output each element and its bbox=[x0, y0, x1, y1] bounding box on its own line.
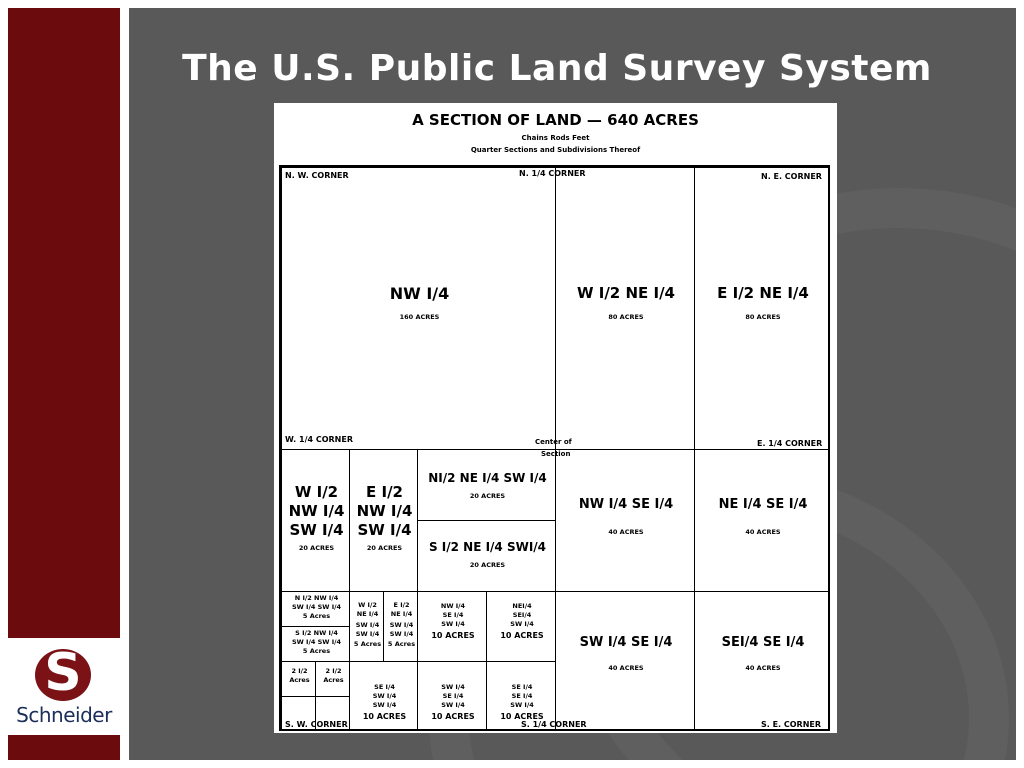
parcel-acres: 10 ACRES bbox=[500, 631, 544, 640]
sw-corner-label: S. W. CORNER bbox=[285, 720, 348, 729]
parcel-ne-se bbox=[694, 449, 830, 592]
center-of-section-label: Center of bbox=[535, 438, 572, 446]
logo-letter: S bbox=[44, 643, 82, 703]
section-diagram bbox=[274, 103, 837, 733]
parcel-se-sw-sw bbox=[349, 661, 418, 731]
diagram-subtitle: Quarter Sections and Subdivisions Thereof bbox=[470, 146, 641, 154]
slide-panel bbox=[129, 8, 1016, 760]
parcel-name: NW I/4 SE I/4 bbox=[578, 497, 674, 512]
parcel-line: SW I/4 bbox=[289, 521, 344, 539]
parcel-line: SW I/4 SW I/4 bbox=[291, 603, 342, 611]
parcel-w-half-ne-quarter bbox=[555, 167, 695, 450]
parcel-line: SW I/4 bbox=[389, 621, 414, 629]
parcel-acres: 10 ACRES bbox=[500, 712, 544, 721]
parcel-line: SW I/4 bbox=[355, 621, 380, 629]
parcel-sw-se-sw bbox=[417, 661, 487, 731]
parcel-line: SE I/4 bbox=[374, 683, 395, 691]
parcel-line: E I/2 bbox=[393, 601, 410, 609]
parcel-line: 5 Acres bbox=[387, 640, 416, 648]
parcel-acres: 160 ACRES bbox=[399, 313, 440, 321]
parcel-line: 5 Acres bbox=[302, 612, 331, 620]
se-corner-label: S. E. CORNER bbox=[761, 720, 822, 729]
parcel-acres: 40 ACRES bbox=[745, 664, 781, 672]
parcel-acres: 80 ACRES bbox=[745, 313, 781, 321]
parcel-w-half-nw-sw bbox=[281, 449, 350, 592]
parcel-line: 2 I/2 bbox=[325, 667, 342, 675]
parcel-line: SE I/4 bbox=[442, 692, 464, 700]
parcel-name: SW I/4 SE I/4 bbox=[579, 635, 673, 650]
parcel-acres: 10 ACRES bbox=[431, 631, 475, 640]
parcel-acres: 80 ACRES bbox=[608, 313, 644, 321]
nw-corner-label: N. W. CORNER bbox=[285, 171, 349, 180]
parcel-line: W I/2 bbox=[358, 601, 377, 609]
n-quarter-corner-label: N. 1/4 CORNER bbox=[519, 169, 586, 178]
parcel-line: SW I/4 bbox=[510, 701, 534, 709]
parcel-line: SW I/4 bbox=[357, 521, 412, 539]
parcel-e-half-ne-sw-sw bbox=[383, 591, 418, 662]
parcel-name: NW I/4 bbox=[389, 284, 450, 303]
parcel-line: SE I/4 bbox=[511, 692, 533, 700]
parcel-nw-se-sw bbox=[417, 591, 487, 662]
parcel-line: SW I/4 bbox=[441, 620, 465, 628]
parcel-ne-se-sw bbox=[486, 591, 556, 662]
slide-title: The U.S. Public Land Survey System bbox=[182, 48, 932, 89]
parcel-line: SE I/4 bbox=[511, 683, 533, 691]
parcel-line: SW I/4 SW I/4 bbox=[291, 638, 342, 646]
parcel-line: 5 Acres bbox=[353, 640, 382, 648]
parcel-line: 5 Acres bbox=[302, 647, 331, 655]
parcel-two-half-acres-2 bbox=[315, 661, 350, 697]
parcel-line: N I/2 NW I/4 bbox=[294, 594, 339, 602]
e-quarter-corner-label: E. 1/4 CORNER bbox=[757, 439, 823, 448]
parcel-nw-se bbox=[555, 449, 695, 592]
parcel-line: NW I/4 bbox=[440, 602, 466, 610]
s-quarter-corner-label: S. 1/4 CORNER bbox=[521, 720, 587, 729]
parcel-line: NE I/4 bbox=[356, 610, 379, 618]
parcel-line: NEI/4 bbox=[512, 602, 532, 610]
parcel-acres: 20 ACRES bbox=[298, 544, 335, 552]
parcel-line: SEI/4 bbox=[512, 611, 532, 619]
ne-corner-label: N. E. CORNER bbox=[761, 172, 822, 181]
parcel-name: NE I/4 SE I/4 bbox=[718, 497, 808, 512]
parcel-line: SW I/4 bbox=[389, 630, 414, 638]
parcel-acres: 10 ACRES bbox=[431, 712, 475, 721]
diagram-subtitle-units: Chains Rods Feet bbox=[521, 134, 590, 142]
parcel-line: SW I/4 bbox=[510, 620, 534, 628]
parcel-name: S I/2 NE I/4 SWI/4 bbox=[428, 540, 547, 554]
left-accent-bar-bottom bbox=[8, 735, 120, 760]
parcel-line: SE I/4 bbox=[442, 611, 464, 619]
parcel-line: SW I/4 bbox=[441, 701, 465, 709]
parcel-name: NI/2 NE I/4 SW I/4 bbox=[428, 471, 547, 485]
parcel-name: W I/2 NE I/4 bbox=[576, 284, 675, 302]
center-of-section-label-2: Section bbox=[541, 450, 571, 458]
section-grid bbox=[279, 165, 830, 731]
parcel-acres: 20 ACRES bbox=[366, 544, 403, 552]
parcel-s-half-nw-sw-sw bbox=[281, 626, 350, 662]
parcel-line: Acres bbox=[289, 676, 310, 684]
parcel-line: E I/2 bbox=[366, 483, 403, 501]
parcel-line: Acres bbox=[323, 676, 344, 684]
parcel-name: SEI/4 SE I/4 bbox=[721, 635, 805, 650]
parcel-line: SW I/4 bbox=[372, 692, 397, 700]
parcel-acres: 40 ACRES bbox=[608, 528, 644, 536]
diagram-title: A SECTION OF LAND — 640 ACRES bbox=[412, 111, 699, 129]
parcel-acres: 40 ACRES bbox=[608, 664, 644, 672]
parcel-line: NE I/4 bbox=[390, 610, 413, 618]
parcel-line: S I/2 NW I/4 bbox=[295, 629, 338, 637]
parcel-e-half-ne-quarter bbox=[694, 167, 830, 450]
parcel-nw-quarter bbox=[281, 167, 556, 450]
schneider-logo bbox=[8, 645, 120, 730]
parcel-acres: 40 ACRES bbox=[745, 528, 781, 536]
parcel-sw-se bbox=[555, 591, 695, 731]
parcel-n-half-ne-sw bbox=[417, 449, 556, 521]
parcel-w-half-ne-sw-sw bbox=[349, 591, 384, 662]
parcel-line: NW I/4 bbox=[356, 502, 413, 520]
left-accent-bar bbox=[8, 8, 120, 638]
parcel-line: SW I/4 bbox=[372, 701, 397, 709]
parcel-line: NW I/4 bbox=[288, 502, 345, 520]
parcel-acres: 20 ACRES bbox=[469, 561, 506, 569]
parcel-line: SW I/4 bbox=[355, 630, 380, 638]
parcel-line: W I/2 bbox=[294, 483, 339, 501]
parcel-line: 2 I/2 bbox=[291, 667, 308, 675]
parcel-acres: 20 ACRES bbox=[469, 492, 506, 500]
parcel-acres: 10 ACRES bbox=[362, 712, 407, 721]
logo-text: Schneider bbox=[16, 703, 112, 727]
parcel-two-half-acres-1 bbox=[281, 661, 316, 697]
parcel-se-se bbox=[694, 591, 830, 731]
parcel-s-half-ne-sw bbox=[417, 520, 556, 592]
w-quarter-corner-label: W. 1/4 CORNER bbox=[285, 435, 353, 444]
parcel-e-half-nw-sw bbox=[349, 449, 418, 592]
parcel-name: E I/2 NE I/4 bbox=[717, 284, 809, 302]
parcel-line: SW I/4 bbox=[441, 683, 465, 691]
parcel-n-half-nw-sw-sw bbox=[281, 591, 350, 627]
